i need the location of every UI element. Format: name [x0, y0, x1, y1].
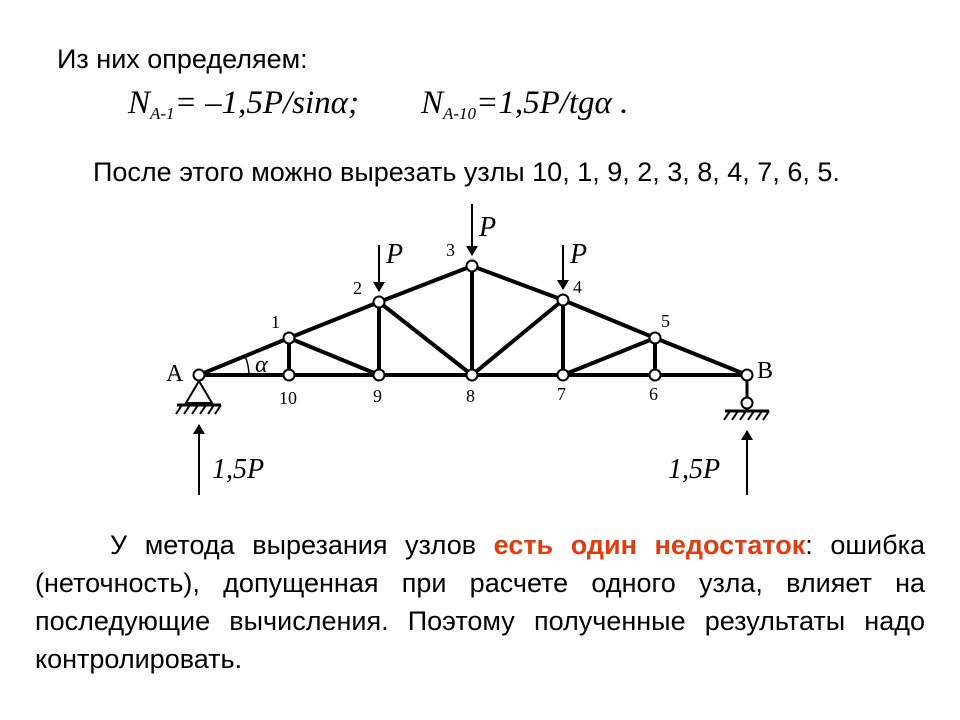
support-right — [724, 381, 769, 420]
load-label-4: P — [570, 239, 588, 270]
node-label-2: 2 — [353, 278, 362, 298]
node-label-5: 5 — [661, 311, 670, 331]
drawback-highlight: есть один недостаток — [493, 530, 806, 560]
reaction-label-right: 1,5P — [668, 454, 721, 485]
angle-arc — [245, 356, 249, 375]
support-label-a: A — [166, 361, 184, 387]
node-label-1: 1 — [271, 312, 280, 332]
formula-n-a10: $N_{A-10}=1,5P$/tgα . — [420, 85, 629, 123]
reaction-label-left: 1,5P — [212, 454, 265, 485]
node-label-9: 9 — [373, 386, 382, 406]
node-label-10: 10 — [279, 388, 297, 408]
formula-n-a1: $N_{A-1}= -1,5P/\sin\alpha$; — [128, 85, 359, 123]
reaction-arrows — [199, 425, 747, 495]
node-label-7: 7 — [557, 384, 566, 404]
node-label-4: 4 — [573, 277, 582, 297]
load-label-2: P — [386, 239, 404, 270]
node-label-3: 3 — [446, 240, 455, 260]
drawback-paragraph: У метода вырезания узлов есть один недостаток: ошибка (неточность), допущенная при расчете одного узла, влияет на последующие вычисления. Поэтому полученные результаты надо контролировать. — [35, 530, 925, 674]
angle-label: α — [255, 352, 268, 378]
node-order-paragraph: После этого можно вырезать узлы 10, 1, 9, 2, 3, 8, 4, 7, 6, 5. — [93, 157, 840, 187]
load-label-3: P — [479, 212, 497, 243]
support-label-b: B — [757, 358, 774, 384]
header-text: Из них определяем: — [57, 44, 308, 74]
node-label-8: 8 — [466, 386, 475, 406]
node-label-6: 6 — [649, 384, 658, 404]
